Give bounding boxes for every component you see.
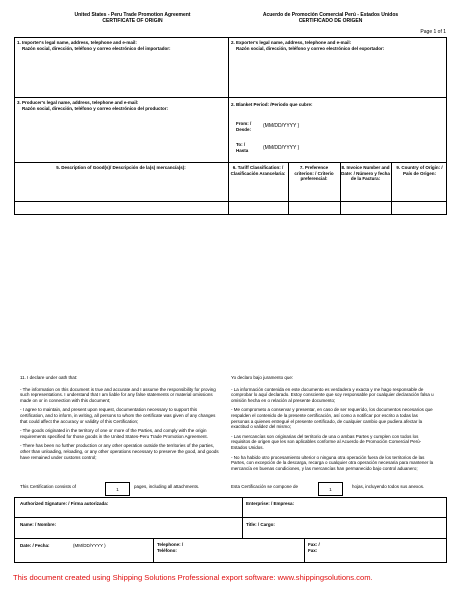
en-pages-label: This Certification consists of [20, 484, 77, 489]
header-title-es [258, 12, 403, 24]
blanket-period-label: 2. Blanket Period: /Periodo que cubre: [231, 102, 313, 107]
exporter-field[interactable] [231, 40, 441, 51]
sig-col-divider-2 [153, 538, 154, 563]
header-title-es-line2: CERTIFICADO DE ORIGEN [298, 18, 363, 24]
title-field[interactable]: Title: / Cargo: [246, 522, 275, 527]
col-header-tariff: 6. Tariff Classification: / Clasificación Arancelaria: [230, 165, 286, 176]
declaration-es-heading: Yo declaro bajo juramento que: [231, 375, 294, 380]
sig-row-divider-1 [14, 517, 447, 518]
es-pages-suffix: hojas, incluyendo todos sus anexos. [352, 484, 425, 489]
row-divider-1 [14, 97, 447, 98]
declaration-en-heading: 11. I declare under oath that: [20, 375, 78, 380]
from-date-field[interactable]: (MM/DD/YYYY ) [263, 123, 300, 129]
header-title-en [60, 12, 205, 24]
sig-row-divider-2 [14, 538, 447, 539]
certificate-form [14, 37, 447, 215]
declaration-en-p4: - There has been no further production or any other operation outside the territories of the parties, other than unloading, reloading, or any other operations necessary to preserve the good, and goods have remained under customs control; [20, 443, 219, 460]
row-divider-3 [14, 201, 447, 202]
signature-box [14, 497, 447, 563]
date-label: Date: / Fecha: [20, 543, 50, 548]
declaration-es-p2: - Me comprometo a conservar y presentar, en caso de ser requerido, los documentos necesarios que respalden el contenido de la presente certificación, así como a notificar por escrito a todas las personas a quienes entregué el presente certificado, de cualquier cambio que pudiera afectar la exactitud o validez del mismo; [231, 407, 433, 430]
importer-field[interactable] [17, 40, 222, 51]
enterprise-field[interactable]: Enterprise: / Empresa: [246, 501, 295, 506]
en-pages-suffix: pages, including all attachments. [134, 484, 200, 489]
to-label: To: / Hasta [236, 142, 249, 153]
declaration-es-p4: - No ha habido otro procesamiento ulterior o ninguna otra operación fuera de los territorios de las Partes, con excepción de la descarga, recarga o cualquier otra operación necesaria para mantener la mercancía en buenas condiciones, y las mercancías han permanecido bajo control aduanero; [231, 454, 434, 471]
header-title-en-line2: CERTIFICATE OF ORIGIN [102, 18, 163, 24]
date-field[interactable]: (MM/DD/YYYY ) [73, 543, 106, 548]
name-field[interactable]: Name: / Nombre: [20, 522, 57, 527]
declaration-en-p2: - I agree to maintain, and present upon request, documentation necessary to support this certification, and to inform, in writing, all persons to whom the certificate was given of any changes that could affect the accuracy or validity of this Certification; [20, 407, 216, 424]
sig-col-divider [242, 497, 243, 538]
to-date-field[interactable]: (MM/DD/YYYY ) [263, 145, 300, 151]
footer-note: This document created using Shipping Solutions Professional export software: www.shippingsolutions.com. [13, 573, 373, 582]
declaration-en-p3: - The goods originated in the territory of one or more of the Parties, and comply with the origin requirements specified for those goods in the United States-Peru Trade Promotion Agreement. [20, 428, 208, 439]
importer-label: 1. Importer's legal name, address, telephone and e-mail: [17, 40, 137, 45]
en-pages-count[interactable]: 1 [105, 482, 130, 496]
exporter-label-es: Razón social, dirección, teléfono y correo electrónico del exportador: [236, 45, 385, 51]
goods-col-divider-1 [288, 162, 289, 215]
exporter-label: 2. Exporter's legal name, address, telephone and e-mail: [231, 40, 352, 45]
authorized-signature-field[interactable]: Authorized Signature: / Firma autorizada: [20, 501, 109, 506]
header-title-es-line1: Acuerdo de Promoción Comercial Perú - Estados Unidos [262, 12, 399, 18]
page-number: Page 1 of 1 [420, 29, 446, 35]
fax-field[interactable]: Fax: / Fax: [308, 542, 320, 553]
header-title-en-line1: United States - Peru Trade Promotion Agreement [74, 12, 191, 18]
row-divider-2 [14, 162, 447, 163]
es-pages-count[interactable]: 1 [318, 482, 343, 496]
importer-label-es: Razón social, dirección, teléfono y correo electrónico del importador: [22, 45, 171, 51]
col-header-country: 9. Country of Origin: / País de Origen: [396, 165, 443, 176]
col-header-invoice: 8. Invoice Number and Date: / Número y fecha de la Factura: [341, 165, 390, 182]
telephone-field[interactable]: Telephone: / Teléfono: [157, 542, 184, 553]
declaration-es-p3: - Las mercancías son originarias del territorio de una o ambas Partes y cumplen con todos los requisitos de origen que les son aplicables conforme al Acuerdo de Promoción Comercial Perú-Estados Unidos. [231, 433, 422, 450]
declaration-en-p1: - The information on this document is true and accurate and I assume the responsibility for proving such representations. I understand that I am liable for any false statements or material omissions made on or in connection with this document; [20, 386, 216, 403]
col-header-preference: 7. Preference criterion: / Criterio preferencial: [294, 165, 334, 182]
producer-label-es: Razón social, dirección, teléfono y correo electrónico del productor: [22, 105, 169, 111]
sig-col-divider-3 [304, 538, 305, 563]
es-pages-label: Esta Certificación se compone de [231, 484, 299, 489]
producer-label: 3. Producer's legal name, address, telephone and e-mail: [17, 100, 139, 105]
column-divider [228, 37, 229, 215]
declaration-en [20, 375, 220, 460]
declaration-es [231, 375, 436, 471]
goods-col-divider-3 [391, 162, 392, 215]
declaration-es-p1: - La información contenida en este documento es verdadera y exacta y me hago responsable de comprobar lo aquí declarado. Estoy consciente que soy responsable por cualquier declaración falsa u omisión hecha en o relación al presente documento; [231, 386, 434, 403]
producer-field[interactable] [17, 100, 222, 111]
from-label: From: / Desde: [236, 121, 252, 132]
col-header-description: 5. Description of Good(s)/ Descripción de la(s) mercancía(s): [56, 165, 186, 170]
